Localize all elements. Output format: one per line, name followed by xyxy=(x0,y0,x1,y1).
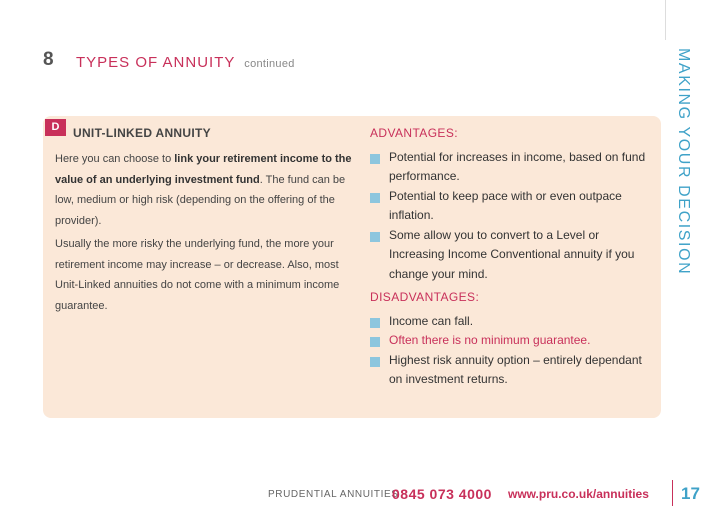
disadvantages-heading: DISADVANTAGES: xyxy=(370,290,480,304)
top-divider-line xyxy=(665,0,666,40)
list-item xyxy=(370,148,655,187)
pros-cons-column xyxy=(370,124,655,390)
description-column xyxy=(55,149,355,319)
square-bullet-icon xyxy=(370,232,380,242)
square-bullet-icon xyxy=(370,318,380,328)
list-item-text: Often there is no minimum guarantee. xyxy=(389,333,591,347)
list-item xyxy=(370,351,655,390)
panel-title: UNIT-LINKED ANNUITY xyxy=(73,126,211,140)
advantages-list xyxy=(370,148,655,285)
list-item xyxy=(370,226,655,285)
description-paragraph-1 xyxy=(55,149,355,231)
footer-brand-label: PRUDENTIAL ANNUITIES xyxy=(268,489,399,500)
advantages-heading: ADVANTAGES: xyxy=(370,126,458,140)
square-bullet-icon xyxy=(370,193,380,203)
footer-divider xyxy=(672,480,673,506)
list-item xyxy=(370,187,655,226)
square-bullet-icon xyxy=(370,337,380,347)
list-item xyxy=(370,331,655,351)
list-item xyxy=(370,312,655,332)
section-title-suffix: continued xyxy=(244,58,295,70)
section-title xyxy=(76,54,295,71)
section-number: 8 xyxy=(43,49,54,70)
side-chapter-title: MAKING YOUR DECISION xyxy=(675,48,692,276)
description-emphasis: link your retirement income to the value of an underlying investment fund xyxy=(55,153,352,186)
section-title-text: TYPES OF ANNUITY xyxy=(76,54,236,71)
description-text: Here you can choose to xyxy=(55,153,175,165)
list-item-text: Highest risk annuity option – entirely dependant on investment returns. xyxy=(389,352,642,386)
disadvantages-list xyxy=(370,312,655,390)
square-bullet-icon xyxy=(370,154,380,164)
description-paragraph-2: Usually the more risky the underlying fund, the more your retirement income may increase – or decrease. Also, most Unit-Linked annuities do not come with a minimum income guarantee. xyxy=(55,238,340,312)
list-item-text: Potential for increases in income, based on fund performance. xyxy=(389,149,646,183)
page-footer xyxy=(0,486,728,506)
description-text: . The fund can be low, medium or high risk (depending on the offering of the provider). xyxy=(55,173,346,227)
footer-website-link[interactable]: www.pru.co.uk/annuities xyxy=(508,487,649,501)
panel-letter-badge: D xyxy=(45,119,66,136)
list-item-text: Some allow you to convert to a Level or Increasing Income Conventional annuity if you change your mind. xyxy=(389,227,635,281)
list-item-text: Income can fall. xyxy=(389,313,474,328)
list-item-text: Potential to keep pace with or even outpace inflation. xyxy=(389,188,622,222)
footer-phone: 0845 073 4000 xyxy=(392,486,492,502)
page-number: 17 xyxy=(681,484,700,503)
square-bullet-icon xyxy=(370,357,380,367)
